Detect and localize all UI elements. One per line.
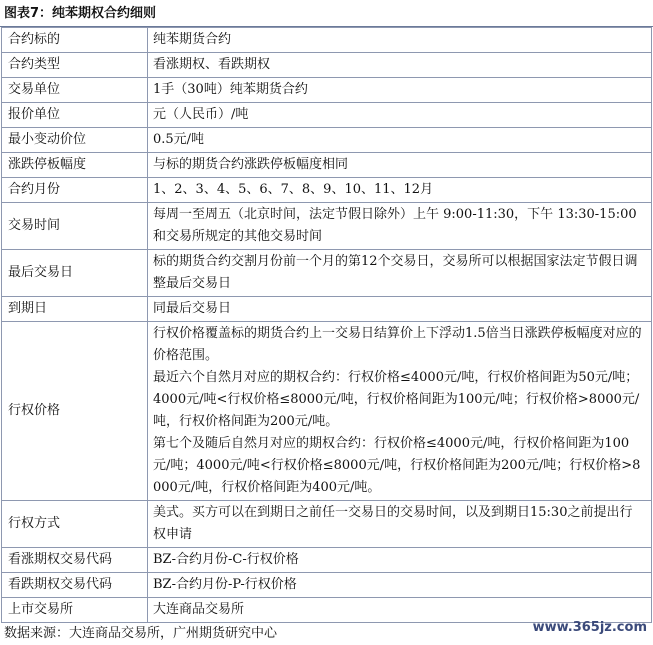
row-value bbox=[148, 178, 652, 203]
watermark: www.365jz.com bbox=[532, 620, 647, 635]
row-label: 交易时间 bbox=[2, 203, 148, 250]
table-row bbox=[2, 203, 652, 250]
table-row bbox=[2, 78, 652, 103]
value-paragraph: 美式。买方可以在到期日之前任一交易日的交易时间，以及到期日15:30之前提出行权申请 bbox=[153, 505, 633, 542]
table-row bbox=[2, 297, 652, 322]
row-label: 合约标的 bbox=[2, 28, 148, 53]
value-paragraph: 0.5元/吨 bbox=[153, 132, 205, 147]
row-label: 交易单位 bbox=[2, 78, 148, 103]
row-value bbox=[148, 153, 652, 178]
table-row bbox=[2, 250, 652, 297]
row-value bbox=[148, 322, 652, 501]
row-value bbox=[148, 501, 652, 548]
table-row bbox=[2, 103, 652, 128]
value-paragraph: 纯苯期货合约 bbox=[153, 32, 232, 47]
row-value bbox=[148, 548, 652, 573]
row-label: 报价单位 bbox=[2, 103, 148, 128]
table-title: 图表7：纯苯期权合约细则 bbox=[0, 0, 653, 27]
row-label: 看涨期权交易代码 bbox=[2, 548, 148, 573]
row-value bbox=[148, 53, 652, 78]
row-value bbox=[148, 297, 652, 322]
contract-spec-table bbox=[1, 27, 652, 623]
table-row bbox=[2, 501, 652, 548]
value-paragraph: 大连商品交易所 bbox=[153, 602, 245, 617]
value-paragraph: 元（人民币）/吨 bbox=[153, 107, 249, 122]
row-label: 看跌期权交易代码 bbox=[2, 573, 148, 598]
row-label: 到期日 bbox=[2, 297, 148, 322]
row-label: 行权价格 bbox=[2, 322, 148, 501]
row-label: 合约类型 bbox=[2, 53, 148, 78]
value-paragraph: 与标的期货合约涨跌停板幅度相同 bbox=[153, 157, 349, 172]
row-label: 行权方式 bbox=[2, 501, 148, 548]
value-paragraph: 1手（30吨）纯苯期货合约 bbox=[153, 82, 308, 97]
table-row bbox=[2, 548, 652, 573]
row-label: 合约月份 bbox=[2, 178, 148, 203]
value-paragraph: 最近六个自然月对应的期权合约：行权价格≤4000元/吨，行权价格间距为50元/吨；4000元/吨<行权价格≤8000元/吨，行权价格间距为100元/吨；行权价格>8000元/吨，行权价格间距为200元/吨。 bbox=[153, 370, 640, 429]
value-paragraph: 看涨期权、看跌期权 bbox=[153, 57, 271, 72]
table-row bbox=[2, 153, 652, 178]
row-label: 上市交易所 bbox=[2, 598, 148, 623]
value-paragraph: BZ-合约月份-C-行权价格 bbox=[153, 552, 299, 567]
source-text: 数据来源：大连商品交易所，广州期货研究中心 bbox=[4, 626, 278, 641]
row-value bbox=[148, 250, 652, 297]
row-value bbox=[148, 203, 652, 250]
value-paragraph: 标的期货合约交割月份前一个月的第12个交易日，交易所可以根据国家法定节假日调整最后交易日 bbox=[153, 254, 638, 291]
value-paragraph: 1、2、3、4、5、6、7、8、9、10、11、12月 bbox=[153, 182, 434, 197]
row-label: 最后交易日 bbox=[2, 250, 148, 297]
row-label: 最小变动价位 bbox=[2, 128, 148, 153]
table-row bbox=[2, 28, 652, 53]
value-paragraph: 同最后交易日 bbox=[153, 301, 232, 316]
table-row bbox=[2, 178, 652, 203]
row-value bbox=[148, 28, 652, 53]
value-paragraph: 每周一至周五（北京时间，法定节假日除外）上午 9:00-11:30，下午 13:30-15:00 和交易所规定的其他交易时间 bbox=[153, 207, 637, 244]
row-label: 涨跌停板幅度 bbox=[2, 153, 148, 178]
row-value bbox=[148, 78, 652, 103]
table-row bbox=[2, 573, 652, 598]
table-row bbox=[2, 322, 652, 501]
value-paragraph: BZ-合约月份-P-行权价格 bbox=[153, 577, 297, 592]
row-value bbox=[148, 103, 652, 128]
table-row bbox=[2, 53, 652, 78]
source-note bbox=[0, 620, 653, 645]
row-value bbox=[148, 128, 652, 153]
row-value bbox=[148, 573, 652, 598]
value-paragraph: 第七个及随后自然月对应的期权合约：行权价格≤4000元/吨，行权价格间距为100元/吨；4000元/吨<行权价格≤8000元/吨，行权价格间距为200元/吨；行权价格>8000元/吨，行权价格间距为400元/吨。 bbox=[153, 436, 641, 495]
table-row bbox=[2, 128, 652, 153]
value-paragraph: 行权价格覆盖标的期货合约上一交易日结算价上下浮动1.5倍当日涨跌停板幅度对应的价格范围。 bbox=[153, 326, 642, 363]
